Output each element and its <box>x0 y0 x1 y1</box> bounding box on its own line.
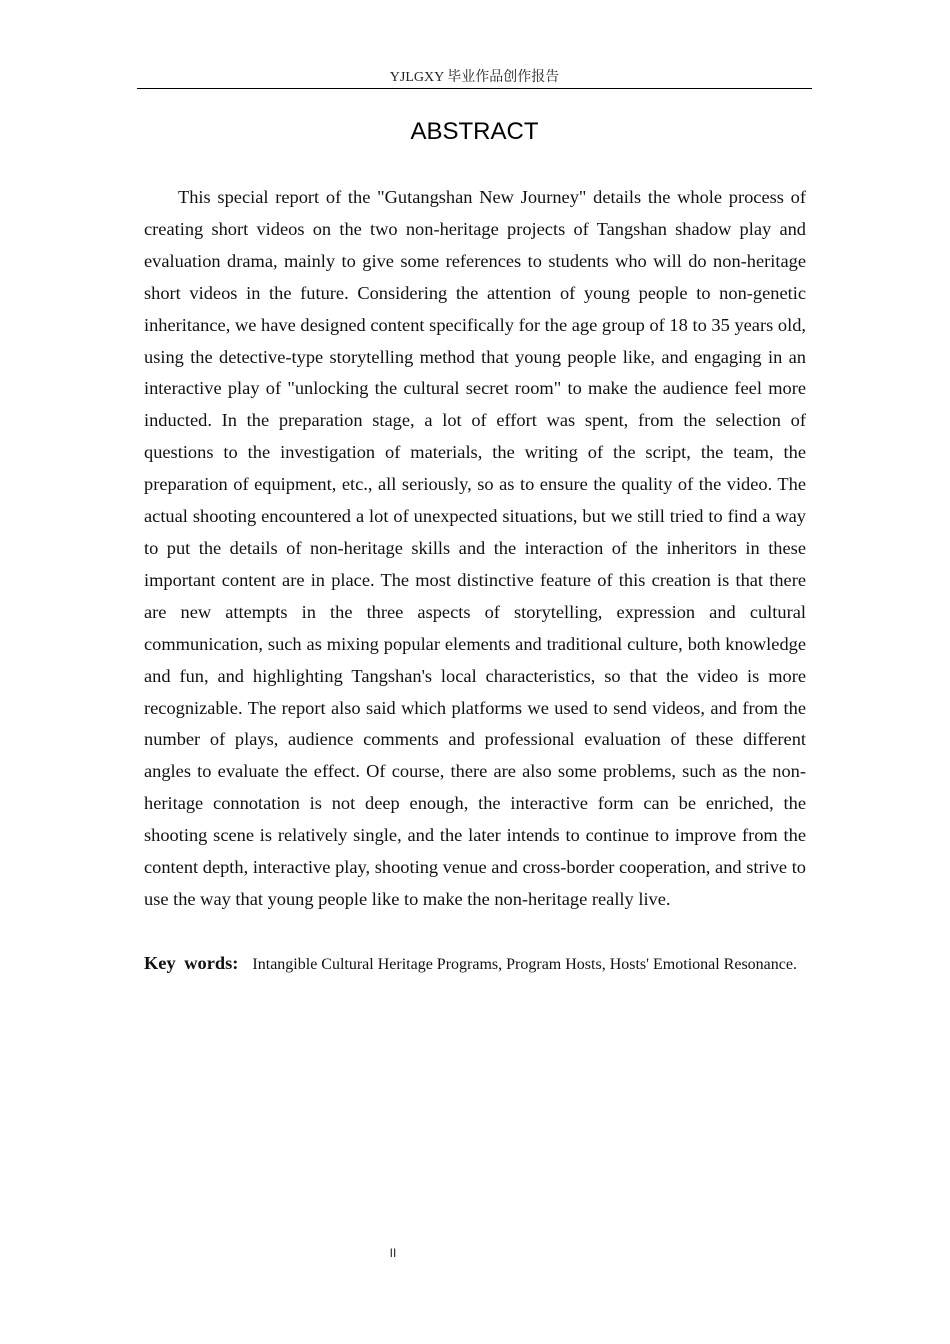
page-number: II <box>389 1246 397 1260</box>
keywords-label: Key words: <box>144 953 239 973</box>
page-title: ABSTRACT <box>410 118 539 145</box>
header-rule <box>137 88 812 89</box>
abstract-body: This special report of the "Gutangshan New Journey" details the whole process of creating short videos on the two non-heritage projects of Tangshan shadow play and evaluation drama, mainly to give some references to students who will do non-heritage short videos in the future. Considering the attention of young people to non-genetic inheritance, we have designed content specifically for the age group of 18 to 35 years old, using the detective-type storytelling method that young people like, and engaging in an interactive play of "unlocking the cultural secret room" to make the audience feel more inducted. In the preparation stage, a lot of effort was spent, from the selection of questions to the investigation of materials, the writing of the script, the team, the preparation of equipment, etc., all seriously, so as to ensure the quality of the video. The actual shooting encountered a lot of unexpected situations, but we still tried to find a way to put the details of non-heritage skills and the interaction of the inheritors in these important content are in place. The most distinctive feature of this creation is that there are new attempts in the three aspects of storytelling, expression and cultural communication, such as mixing popular elements and traditional culture, both knowledge and fun, and highlighting Tangshan's local characteristics, so that the video is more recognizable. The report also said which platforms we used to send videos, and from the number of plays, audience comments and professional evaluation of these different angles to evaluate the effect. Of course, there are also some problems, such as the non-heritage connotation is not deep enough, the interactive form can be enriched, the shooting scene is relatively single, and the later intends to continue to improve from the content depth, interactive play, shooting venue and cross-border cooperation, and strive to use the way that young people like to make the non-heritage really live. <box>144 187 806 909</box>
running-header: YJLGXY 毕业作品创作报告 <box>389 70 560 85</box>
keywords-text: Intangible Cultural Heritage Programs, Program Hosts, Hosts' Emotional Resonance. <box>252 956 797 973</box>
keywords-line <box>144 948 806 980</box>
